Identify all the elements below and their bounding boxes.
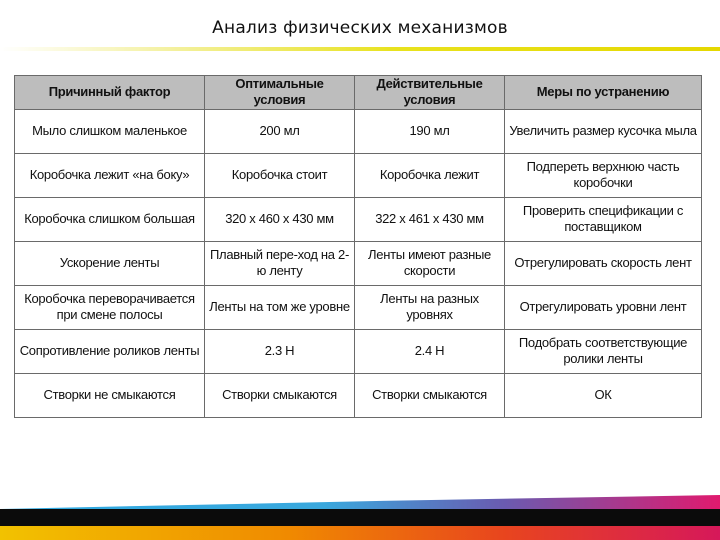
table-row — [15, 153, 702, 197]
table-row — [15, 197, 702, 241]
cell-actual: Ленты на разных уровнях — [355, 285, 505, 329]
cell-actual: 322 х 461 х 430 мм — [355, 197, 505, 241]
footer-decorative-band — [0, 495, 720, 540]
cell-actual: Створки смыкаются — [355, 373, 505, 417]
table-header-row — [15, 76, 702, 110]
cell-cause: Ускорение ленты — [15, 241, 205, 285]
analysis-table — [14, 75, 702, 418]
table-row — [15, 285, 702, 329]
cell-cause: Коробочка переворачивается при смене полосы — [15, 285, 205, 329]
cell-measure: Подобрать соответствующие ролики ленты — [505, 329, 702, 373]
cell-cause: Коробочка лежит «на боку» — [15, 153, 205, 197]
table-row — [15, 241, 702, 285]
cell-actual: Коробочка лежит — [355, 153, 505, 197]
cell-cause: Сопротивление роликов ленты — [15, 329, 205, 373]
footer-black-stripe — [0, 509, 720, 526]
cell-measure: Проверить спецификации с поставщиком — [505, 197, 702, 241]
cell-actual: 2.4 Н — [355, 329, 505, 373]
cell-measure: Увеличить размер кусочка мыла — [505, 109, 702, 153]
cell-measure: ОК — [505, 373, 702, 417]
cell-measure: Подпереть верхнюю часть коробочки — [505, 153, 702, 197]
cell-optimal: Коробочка стоит — [205, 153, 355, 197]
cell-actual: 190 мл — [355, 109, 505, 153]
footer-orange-stripe — [0, 526, 720, 540]
cell-cause: Коробочка слишком большая — [15, 197, 205, 241]
cell-optimal: Ленты на том же уровне — [205, 285, 355, 329]
header-actual: Действительные условия — [355, 76, 505, 110]
cell-cause: Мыло слишком маленькое — [15, 109, 205, 153]
footer-blue-stripe — [0, 495, 720, 509]
cell-optimal: 320 х 460 х 430 мм — [205, 197, 355, 241]
cell-actual: Ленты имеют разные скорости — [355, 241, 505, 285]
cell-measure: Отрегулировать уровни лент — [505, 285, 702, 329]
cell-optimal: Створки смыкаются — [205, 373, 355, 417]
cell-optimal: 2.3 Н — [205, 329, 355, 373]
cell-optimal: 200 мл — [205, 109, 355, 153]
cell-optimal: Плавный пере-ход на 2-ю ленту — [205, 241, 355, 285]
slide-title: Анализ физических механизмов — [212, 18, 508, 38]
header-measures: Меры по устранению — [505, 76, 702, 110]
table-row — [15, 329, 702, 373]
cell-cause: Створки не смыкаются — [15, 373, 205, 417]
header-cause: Причинный фактор — [15, 76, 205, 110]
cell-measure: Отрегулировать скорость лент — [505, 241, 702, 285]
header-optimal: Оптимальные условия — [205, 76, 355, 110]
table-row — [15, 373, 702, 417]
title-underline — [0, 47, 720, 51]
table-row — [15, 109, 702, 153]
